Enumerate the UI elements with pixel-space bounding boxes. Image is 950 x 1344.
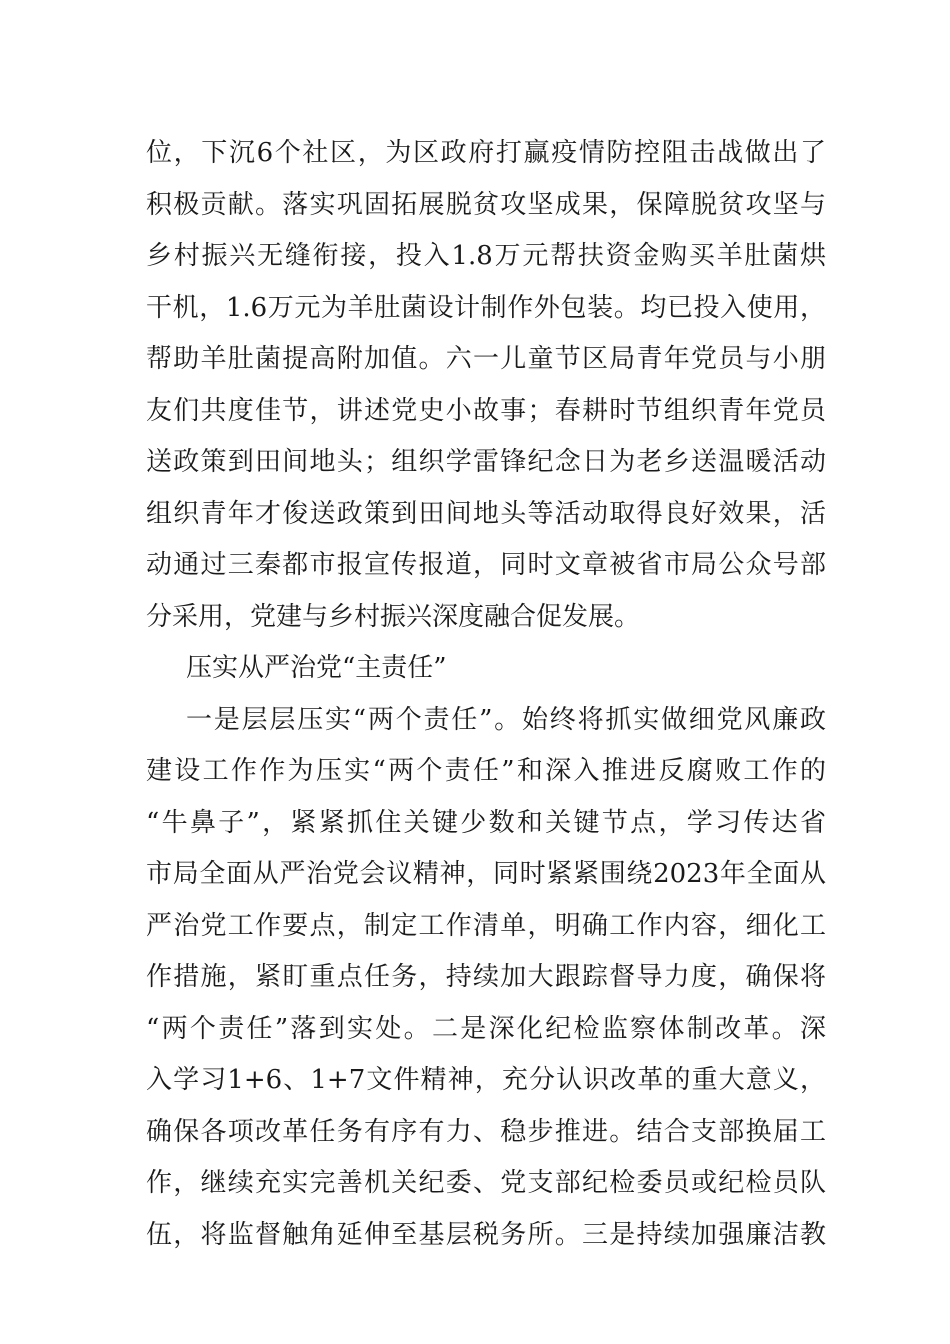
text-line: 动通过三秦都市报宣传报道，同时文章被省市局公众号部 [146,550,826,580]
text-line: 伍，将监督触角延伸至基层税务所。三是持续加强廉洁教 [146,1219,826,1250]
text-line: 帮助羊肚菌提高附加值。六一儿童节区局青年党员与小朋 [146,344,826,374]
text-line: “两个责任”落到实处。二是深化纪检监察体制改革。深 [146,1013,826,1044]
text-line: 入学习1+6、1+7文件精神，充分认识改革的重大意义， [146,1065,826,1095]
paragraph-first-line: 一是层层压实“两个责任”。始终将抓实做细党风廉政 [186,704,826,735]
text-line: 友们共度佳节，讲述党史小故事；春耕时节组织青年党员 [146,395,826,426]
text-line: 作，继续充实完善机关纪委、党支部纪检委员或纪检员队 [146,1168,826,1198]
text-line: 送政策到田间地头；组织学雷锋纪念日为老乡送温暖活动 [146,447,826,477]
text-line: 组织青年才俊送政策到田间地头等活动取得良好效果，活 [146,498,826,529]
text-line: “牛鼻子”，紧紧抓住关键少数和关键节点，学习传达省 [146,807,826,838]
text-line: 作措施，紧盯重点任务，持续加大跟踪督导力度，确保将 [146,962,826,992]
text-line: 确保各项改革任务有序有力、稳步推进。结合支部换届工 [146,1116,826,1147]
text-line: 位，下沉6个社区，为区政府打赢疫情防控阻击战做出了 [146,138,826,168]
text-line: 严治党工作要点，制定工作清单，明确工作内容，细化工 [146,910,826,941]
text-line: 建设工作作为压实“两个责任”和深入推进反腐败工作的 [146,756,826,786]
body-text [146,128,826,1261]
text-line: 乡村振兴无缝衔接，投入1.8万元帮扶资金购买羊肚菌烘 [146,241,826,271]
text-line: 积极贡献。落实巩固拓展脱贫攻坚成果，保障脱贫攻坚与 [146,189,826,220]
paragraph-end-line: 分采用，党建与乡村振兴深度融合促发展。 [146,601,641,632]
section-heading: 压实从严治党“主责任” [186,653,447,683]
text-line: 市局全面从严治党会议精神，同时紧紧围绕2023年全面从 [146,859,826,889]
text-line: 干机，1.6万元为羊肚菌设计制作外包装。均已投入使用， [146,292,826,323]
